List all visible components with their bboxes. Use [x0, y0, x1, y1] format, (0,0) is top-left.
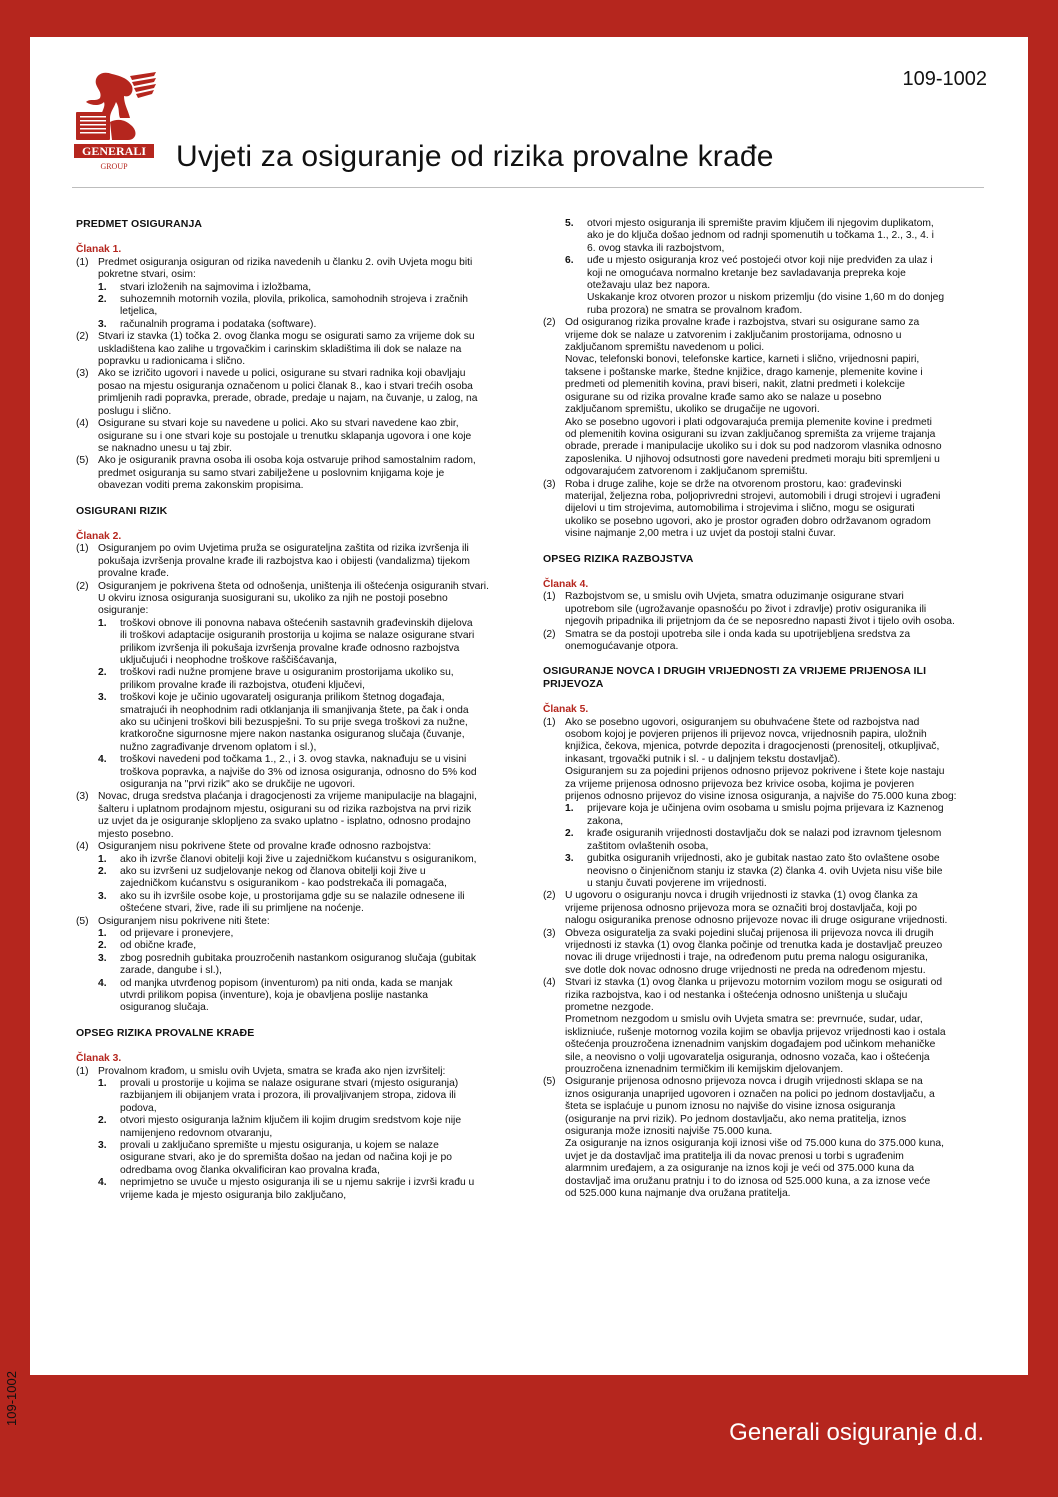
list-item: 5. otvori mjesto osiguranja ili spremište pravim ključem ili njegovim duplikatom, [565, 218, 934, 229]
left-column [76, 218, 516, 1202]
line: obrade, prerade i manipulacije ukoliko su i dok su pod nadzorom vlasnika odnosno [565, 441, 942, 453]
line: 6. ovog stavka ili razbojstvom, [587, 242, 725, 254]
line: šalteru i uplatnom prodajnom mjestu, osigurani su od rizika razbojstva na prvi rizik [98, 803, 472, 815]
title-divider [72, 187, 984, 188]
line: zaštitom ovlaštenih osoba, [587, 840, 709, 852]
paragraph: (2) Smatra se da postoji upotreba sile i onda kada su upotrijebljena sredstva za [543, 628, 911, 640]
line: prometne nezgode. [565, 1001, 654, 1013]
document-number: 109-1002 [902, 68, 987, 90]
line: osiguranje: [98, 605, 149, 617]
paragraph: (3) Roba i druge zalihe, koje se drže na otvorenom prostoru, kao: građevinski [543, 478, 902, 490]
line: vrijeme prijenosa odnosno prijevoza mora se označiti broj dostavljača, koji po [565, 902, 917, 914]
line: sve dotle dok novac odnosno druge vrijednosti ne preda na određenom mjestu. [565, 964, 926, 976]
article-label: Članak 5. [543, 704, 589, 716]
line: uključujući i neophodne troškove raščišćavanja, [120, 655, 337, 666]
line: pokušaja izvršenja provalne krađe ili razbojstva kao i obijesti (vandalizma) tijekom [98, 555, 471, 567]
list-item: 4. troškovi navedeni pod točkama 1., 2., i 3. ovog stavka, naknađuju se u visini [98, 754, 467, 766]
line: materijal, željezna roba, poljoprivredni strojevi, automobili i drugi strojevi i ugrađeni [565, 490, 941, 502]
line: (osiguranje na prvi rizik). Po jednom dostavljaču, ako nema pratitelja, iznos [565, 1113, 907, 1125]
line: zaključanom spremištu navedenom u polici. [565, 342, 765, 354]
line: inkasant, trgovački putnik i sl. - u daljnjem tekstu dostavljač). [565, 753, 841, 765]
section-heading: OSIGURANI RIZIK [76, 504, 168, 517]
line: ako je do ključa došao jednom od radnji spomenutih u točkama 1., 2., 3., 4. i [587, 230, 934, 242]
line: oštećene stvari, žive, rade ili su primljene na noćenje. [120, 903, 364, 915]
line: predmet osiguranja su samo stvari zabilježene u poslovnim knjigama koje je [98, 467, 445, 479]
list-item: 3. ako su ih izvršile osobe koje, u prostorijama gdje su se nalazile odnesene ili [98, 890, 465, 902]
list-item: 4. neprimjetno se uvuče u mjesto osiguranja ili se u njemu sakrije i izvrši krađu u [98, 1177, 475, 1189]
line: prouzročena iznenadnim termičkim ili kemijskim djelovanjem. [565, 1064, 844, 1075]
paragraph: (2) Stvari iz stavka (1) točka 2. ovog članka mogu se osigurati samo za vrijeme dok su [76, 331, 475, 343]
article-label: Članak 3. [76, 1053, 122, 1065]
line: alarmnim uređajem, a za osiguranje na iznos koji je veći od 375.000 kuna da [565, 1163, 915, 1175]
paragraph: (2) Od osiguranog rizika provalne krađe i razbojstva, stvari su osigurane samo za [543, 317, 920, 329]
line: njegovih pripadnika ili prijetnjom da će se neposredno napasti život i tijelo ovih osoba. [565, 616, 955, 628]
line: pokretne stvari, osim: [98, 269, 196, 281]
line: zajedničkom kućanstvu s osiguranikom - kao podstrekača ili pomagača, [120, 878, 447, 890]
paragraph: (3) Ako se izričito ugovori i navede u polici, osigurane su stvari radnika koji obavljaju [76, 368, 466, 380]
list-item: 3. zbog posrednih gubitaka prouzročenih nastankom osiguranog slučaja (gubitak [98, 952, 477, 964]
line: za vrijeme prijenosa odnosno prijevoza bez krivice osoba, kojima je povjeren [565, 778, 915, 790]
line: Osiguranjem su za pojedini prijenos odnosno prijevoz pokrivene i štete koje nastaju [565, 766, 945, 778]
list-item: 3. gubitka osiguranih vrijednosti, ako je gubitak nastao zato što ovlaštene osobe [565, 853, 940, 865]
list-item: 2. suhozemnih motornih vozila, plovila, prikolica, samohodnih strojeva i zračnih [98, 294, 468, 306]
section-heading: OPSEG RIZIKA PROVALNE KRAĐE [76, 1026, 255, 1039]
list-item: 6. uđe u mjesto osiguranja kroz već postojeći otvor koji nije predviđen za ulaz i [565, 255, 933, 267]
line: namijenjeno redovnom otvaranju, [120, 1127, 273, 1139]
paragraph: (1) Osiguranjem po ovim Uvjetima pruža se osigurateljna zaštita od rizika izvršenja ili [76, 543, 469, 555]
line: osigurane su od rizika provalne krađe samo ako se nalaze u posebno [565, 391, 882, 403]
line: Za osiguranje na iznos osiguranja koji iznosi više od 75.000 kuna do 375.000 kuna, [565, 1138, 944, 1150]
list-item: 2. troškovi radi nužne promjene brave u osiguranim prostorijama ukoliko su, [98, 667, 454, 679]
line: podova, [120, 1102, 157, 1114]
line: vrijeme kada je mjesto osiguranja bilo zaključano, [120, 1189, 347, 1201]
line: troškova popravka, a najviše do 3% od iznosa osiguranja, odnosno do 5% kod [120, 766, 477, 778]
paragraph: (5) Osiguranje prijenosa odnosno prijevoza novca i drugih vrijednosti sklapa se na [543, 1076, 923, 1088]
paragraph: (4) Stvari iz stavka (1) ovog članka u prijevozu motornim vozilom mogu se osigurati od [543, 977, 943, 989]
paragraph: (1) Ako se posebno ugovori, osiguranjem su obuhvaćene štete od razbojstva nad [543, 716, 920, 728]
line: otežavaju ulaz bez napora. [587, 280, 711, 292]
line: Uskakanje kroz otvoren prozor u niskom prizemlju (do visine 1,60 m do donjeg [587, 292, 945, 304]
line: predmeti od plemenitih kovina, pravi biseri, nakit, zlatni predmeti i kolekcije [565, 379, 905, 391]
footer-company-name: Generali osiguranje d.d. [729, 1419, 984, 1446]
paragraph: (3) Novac, druga sredstva plaćanja i dragocjenosti za vrijeme manipulacije na blagajni, [76, 791, 477, 803]
paragraph: (1) Provalnom krađom, u smislu ovih Uvjeta, smatra se krađa ako njen izvršitelj: [76, 1065, 446, 1077]
paragraph: (5) Osiguranjem nisu pokrivene niti štete: [76, 915, 270, 927]
list-item: 1. ako ih izvrše članovi obitelji koji žive u zajedničkom kućanstvu s osiguranikom, [98, 853, 477, 865]
line: zaključanom spremištu, ukoliko se drugačije ne ugovori. [565, 404, 820, 416]
line: odredbama ovog članka okvalificiran kao provalna krađa, [120, 1164, 380, 1176]
svg-text:GROUP: GROUP [100, 162, 128, 171]
paragraph: (1) Razbojstvom se, u smislu ovih Uvjeta, smatra oduzimanje osigurane stvari [543, 591, 904, 603]
line: uvjet je da dostavljač ima pratitelja ili da novac prenosi u torbi s ugrađenim [565, 1150, 904, 1162]
line: zakona, [587, 815, 624, 827]
line: se naknadno unesu u taj zbir. [98, 442, 232, 454]
article-label: Članak 4. [543, 578, 589, 590]
paragraph: (1) Predmet osiguranja osiguran od rizika navedenih u članku 2. ovih Uvjeta mogu biti [76, 256, 473, 268]
line: primljenih radi popravka, prerade, obrade, predaje u najam, na čuvanje, u zalog, na [98, 393, 478, 405]
list-item: 2. krađe osiguranih vrijednosti dostavljaču dok se nalazi pod izravnom tjelesnom [565, 828, 942, 840]
line: nalogu osiguranika prenose odnosno prijevoze novac ili druge osigurane vrijednosti. [565, 915, 948, 927]
line: u stanju čuvati povjerene im vrijednosti. [587, 877, 767, 889]
line: odgovarajućem zatvorenom i zaključanom spremištu. [565, 466, 808, 478]
line: ako su učinjeni troškovi bili bezuspješni. To su prije svega troškovi za nužne, [120, 717, 468, 729]
side-document-code: 109-1002 [4, 1371, 19, 1426]
line: posao na mjestu osiguranja označenom u polici članak 8., kao i stvari trećih osoba [98, 380, 473, 392]
list-item: 3. računalnih programa i podataka (software). [98, 318, 317, 330]
line: od plemenitih kovina osigurani su izvan zaključanog spremišta za vrijeme trajanja [565, 428, 936, 440]
paragraph: (4) Osigurane su stvari koje su navedene u polici. Ako su stvari navedene kao zbir, [76, 418, 459, 430]
right-column [543, 218, 983, 1200]
paragraph: (4) Osiguranjem nisu pokrivene štete od provalne krađe odnosno razbojstva: [76, 841, 432, 853]
svg-text:GENERALI: GENERALI [81, 144, 147, 158]
line: popravku u radionicama i slično. [98, 356, 246, 368]
list-item: 1. prijevare koja je učinjena ovim osobama u smislu pojma prijevara iz Kaznenog [565, 803, 944, 815]
line: Novac, telefonski bonovi, telefonske kartice, karneti i slično, vrijednosni papiri, [565, 354, 920, 366]
line: poslugu i slično. [98, 405, 172, 417]
line: knjižica, čekova, mjenica, potvrde depozita i dragocjenosti (prenositelj, otkupljivač, [565, 741, 940, 753]
line: vrijeme dok se nalaze u zatvorenim i zaključanim prostorijama, odnosno u [565, 329, 902, 341]
line: utvrdi prilikom popisa (inventure), koja je obavljena poslije nastanka [120, 989, 428, 1001]
list-item: 1. stvari izloženih na sajmovima i izložbama, [98, 281, 312, 293]
section-heading: PREDMET OSIGURANJA [76, 218, 203, 230]
line: sile, a neovisno o volji ugovaratelja osiguranja, odnosno vozača, kao i oštećenja [565, 1051, 930, 1063]
line: ukoliko se posebno ugovori, ako je prostor ograđen dobro održavanom ogradom [565, 515, 931, 527]
line: prijenos odnosno prijevoz do visine iznosa osiguranja, a najviše do 75.000 kuna zbog: [565, 791, 957, 803]
line: taksene i poštanske marke, štedne knjižice, drago kamenje, plemenite kovine i [565, 366, 923, 378]
paragraph: (2) Osiguranjem je pokrivena šteta od odnošenja, uništenja ili oštećenja osiguranih stvari. [76, 580, 489, 592]
line: prilikom izvršenja ili pokušaja izvršenja provalne krađe odnosno razbojstva [120, 642, 460, 654]
list-item: 2. od obične krađe, [98, 940, 197, 952]
line: novac ili druge vrijednosti i traje, na određenom putu prema nalogu osiguranika, [565, 952, 928, 964]
page-title: Uvjeti za osiguranje od rizika provalne krađe [176, 140, 774, 173]
line: koji ne omogućava normalno kretanje bez savladavanja prepreka koje [587, 267, 906, 279]
article-label: Članak 1. [76, 244, 122, 256]
list-item: 2. otvori mjesto osiguranja lažnim ključem ili kojim drugim sredstvom koje nije [98, 1115, 462, 1127]
line: iznos osiguranja unaprijed ugovoren i označen na polici po jednom dostavljaču, a [565, 1088, 935, 1100]
paragraph: (2) U ugovoru o osiguranju novca i drugih vrijednosti iz stavka (1) ovog članka za [543, 890, 918, 902]
list-item: 3. provali u zaključano spremište u mjestu osiguranja, u kojem se nalaze [98, 1140, 439, 1152]
line: ili troškovi adaptacije osiguranih prostorija u kojima se nalaze osigurane stvari [120, 630, 475, 642]
line: Prometnom nezgodom u smislu ovih Uvjeta smatra se: prevrnuće, sudar, udar, [565, 1014, 923, 1026]
line: ruba prozora) ne smatra se provalnom krađom. [587, 304, 803, 316]
generali-lion-logo [72, 68, 158, 176]
line: osiguranog slučaja. [120, 1002, 209, 1014]
line: dijelovi u tim strojevima, automobilima i strojevima i slično, mogu se osigurati [565, 503, 915, 515]
line: onemogućavanje otpora. [565, 641, 679, 652]
line: vrijednosti iz stavka (1) ovog članka počinje od trenutka kada je dostavljač preuzeo [565, 939, 943, 951]
list-item: 1. od prijevare i pronevjere, [98, 927, 234, 939]
line: dostavljač ima oružanu pratnju i to do iznosa od 525.000 kuna, a za iznose veće [565, 1175, 931, 1187]
line: uskladištena kao zalihe u trgovačkim i carinskim skladištima ili dok se nalaze na [98, 343, 462, 355]
list-item: 1. troškovi obnove ili ponovna nabava oštećenih sastavnih građevinskih dijelova [98, 617, 473, 629]
line: od 525.000 kuna najmanje dva oružana pratitelja. [565, 1188, 791, 1200]
line: U okviru iznosa osiguranja suosigurani su, ukoliko za njih ne postoji posebno [98, 592, 448, 604]
line: šteta se isplaćuje u punom iznosu no najviše do visine iznosa osiguranja [565, 1101, 896, 1113]
line: isklizniuće, rušenje motornog vozila kojim se obavlja prijevoz vrijednosti kao i ostala [565, 1026, 946, 1038]
line: kratkoročne sigurnosne mjere nakon nastanka osiguranog slučaja (čuvanje, [120, 729, 465, 741]
line: rizika razbojstva, kao i od nestanka i oštećenja odnosno uništenja u slučaju [565, 989, 908, 1001]
paragraph: (3) Obveza osiguratelja za svaki pojedini slučaj prijenosa ili prijevoza novca ili drugih [543, 927, 934, 939]
paragraph: (5) Ako je osiguranik pravna osoba ili osoba koja ostvaruje prihod samostalnim radom, [76, 455, 476, 467]
line: osigurane su i one stvari koje su postojale u trenutku sklapanja ugovora i one koje [98, 430, 472, 442]
list-item: 1. provali u prostorije u kojima se nalaze osigurane stvari (mjesto osiguranja) [98, 1078, 459, 1089]
line: nužno zagrađivanje drvenom oplatom i sl.), [120, 741, 317, 753]
line: uz uvjet da je osiguranje sklopljeno za svako uplatno - isplatno, odnosno prodajno [98, 816, 471, 828]
line: zaposlenika. U njihovoj odsutnosti gore navedeni predmeti moraju biti spremljeni u [565, 453, 940, 465]
line: neovisno o činjeničnom stanju iz stavka (2) članka 4. ovih Uvjeta nisu više bile [587, 865, 943, 877]
line: upotrebom sile (ugrožavanje opasnošću po život i zdravlje) protiv osiguranika ili [565, 603, 927, 615]
line: razbijanjem ili obijanjem vrata i prozora, ili provaljivanjem stropa, zidova ili [120, 1090, 456, 1102]
line: osiguranja može iznositi najviše 75.000 kuna. [565, 1126, 773, 1138]
line: Ako se posebno ugovori i plati odgovarajuća premija plemenite kovine i predmeti [565, 416, 932, 428]
line: osigurane stvari, ako je do spremišta došao na jedan od načina koji je po [120, 1152, 452, 1164]
line: zarade, dangube i sl.), [120, 965, 222, 977]
line: letjelica, [120, 306, 158, 318]
line: mjesto posebno. [98, 828, 174, 840]
article-label: Članak 2. [76, 530, 122, 542]
line: osobom kojoj je povjeren prijenos ili prijevoz novca, vrijednosnih papira, uložnih [565, 729, 927, 741]
list-item: 3. troškovi koje je učinio ugovaratelj osiguranja prilikom štetnog događaja, [98, 692, 445, 704]
line: smatrajući ih neophodnim radi otklanjanja ili smanjivanja štete, pa čak i onda [120, 704, 469, 716]
line: prilikom provalne krađe ili razbojstva, otuđeni ključevi, [120, 679, 365, 691]
section-heading: OSIGURANJE NOVCA I DRUGIH VRIJEDNOSTI ZA VRIJEME PRIJENOSA ILI PRIJEVOZA [543, 665, 927, 690]
line: visine najmanje 2,00 metra i uz uvjet da postoji stalni čuvar. [565, 528, 836, 540]
section-heading: OPSEG RIZIKA RAZBOJSTVA [543, 552, 694, 565]
line: oštećenja prouzročena iznenadnim vanjskim događajem pod učinkom mehaničke [565, 1039, 936, 1051]
list-item: 2. ako su izvršeni uz sudjelovanje nekog od članova obitelji koji žive u [98, 865, 426, 877]
list-item: 4. od manjka utvrđenog popisom (inventurom) pa niti onda, kada se manjak [98, 977, 453, 989]
line: obavezan voditi prema zakonskim propisima. [98, 480, 304, 492]
line: provalne krađe. [98, 568, 169, 580]
line: osiguranja na "prvi rizik" ako se drukčije ne ugovori. [120, 779, 356, 791]
